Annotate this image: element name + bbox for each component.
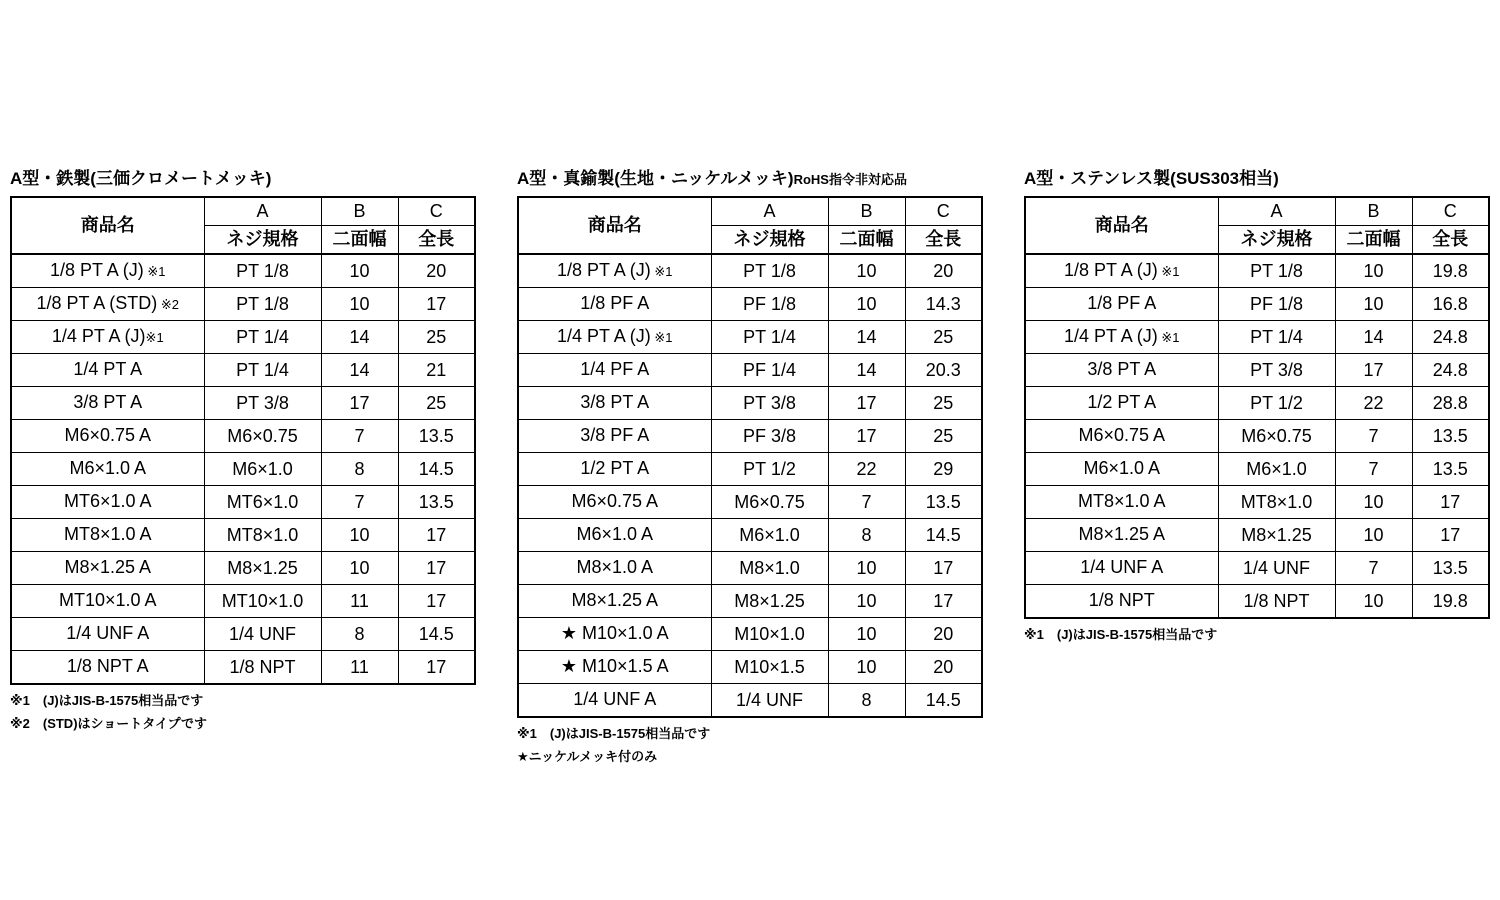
table-row xyxy=(1025,288,1489,321)
cell-product-name xyxy=(11,387,204,420)
header-c: C xyxy=(398,197,475,226)
cell-product-name xyxy=(518,519,711,552)
cell-total-length: 13.5 xyxy=(1412,552,1489,585)
cell-width-across-flats: 11 xyxy=(321,585,398,618)
footnotes xyxy=(1024,623,1490,646)
stainless-spec-block xyxy=(1024,168,1490,646)
cell-thread-spec: 1/4 UNF xyxy=(711,684,828,718)
cell-product-name xyxy=(518,486,711,519)
cell-product-name xyxy=(1025,552,1218,585)
table-row xyxy=(518,486,982,519)
footnote: ※1 (J)はJIS-B-1575相当品です xyxy=(1024,627,1218,642)
footnotes xyxy=(517,722,983,768)
cell-thread-spec: PF 1/4 xyxy=(711,354,828,387)
footnote-mark: ※1 xyxy=(1157,264,1180,279)
cell-total-length: 25 xyxy=(398,321,475,354)
cell-product-name xyxy=(1025,519,1218,552)
cell-product-name xyxy=(1025,486,1218,519)
cell-product-name xyxy=(1025,288,1218,321)
product-name: M8×1.25 A xyxy=(571,590,659,610)
cell-product-name xyxy=(1025,254,1218,288)
cell-width-across-flats: 10 xyxy=(828,585,905,618)
cell-total-length: 17 xyxy=(905,552,982,585)
cell-width-across-flats: 10 xyxy=(1335,585,1412,619)
table-title-text: A型・ステンレス製(SUS303相当) xyxy=(1024,169,1279,188)
cell-total-length: 14.5 xyxy=(398,453,475,486)
cell-thread-spec: 1/4 UNF xyxy=(204,618,321,651)
product-name: MT10×1.0 A xyxy=(58,590,157,610)
header-b: B xyxy=(1335,197,1412,226)
cell-thread-spec: PT 1/8 xyxy=(711,254,828,288)
table-row xyxy=(11,585,475,618)
footnote-mark: ※1 xyxy=(143,264,166,279)
header-b: B xyxy=(828,197,905,226)
cell-product-name xyxy=(518,453,711,486)
product-name: M6×0.75 A xyxy=(64,425,152,445)
cell-total-length: 14.3 xyxy=(905,288,982,321)
table-row xyxy=(11,387,475,420)
footnote-mark: ※1 xyxy=(1157,330,1180,345)
footnote-mark: ※1 xyxy=(145,330,164,345)
cell-product-name xyxy=(1025,387,1218,420)
header-total-length: 全長 xyxy=(1412,226,1489,255)
table-row xyxy=(11,420,475,453)
cell-total-length: 14.5 xyxy=(905,519,982,552)
table-row xyxy=(1025,519,1489,552)
cell-thread-spec: M6×1.0 xyxy=(711,519,828,552)
cell-width-across-flats: 10 xyxy=(828,288,905,321)
cell-total-length: 13.5 xyxy=(905,486,982,519)
cell-total-length: 13.5 xyxy=(1412,453,1489,486)
product-name: M8×1.25 A xyxy=(1078,524,1166,544)
table-row xyxy=(518,453,982,486)
cell-product-name xyxy=(11,321,204,354)
cell-product-name xyxy=(1025,354,1218,387)
header-c: C xyxy=(905,197,982,226)
product-name: 1/4 UNF A xyxy=(1080,557,1164,577)
spec-table xyxy=(10,196,476,685)
product-name: M6×1.0 A xyxy=(1083,458,1161,478)
table-title-suffix: RoHS指令非対応品 xyxy=(793,172,907,187)
cell-width-across-flats: 17 xyxy=(321,387,398,420)
table-title xyxy=(517,168,983,190)
cell-width-across-flats: 7 xyxy=(1335,420,1412,453)
cell-total-length: 14.5 xyxy=(398,618,475,651)
cell-product-name xyxy=(518,684,711,718)
table-row xyxy=(11,486,475,519)
footnote-mark: ※2 xyxy=(157,297,179,312)
product-name: M10×1.0 A xyxy=(582,623,669,643)
cell-thread-spec: PT 1/4 xyxy=(1218,321,1335,354)
product-name: 1/2 PT A xyxy=(580,458,650,478)
cell-total-length: 17 xyxy=(398,288,475,321)
cell-thread-spec: PT 1/2 xyxy=(711,453,828,486)
header-a: A xyxy=(1218,197,1335,226)
product-name: 3/8 PF A xyxy=(580,425,650,445)
cell-width-across-flats: 10 xyxy=(828,552,905,585)
cell-width-across-flats: 7 xyxy=(321,420,398,453)
cell-thread-spec: MT6×1.0 xyxy=(204,486,321,519)
iron-spec-block xyxy=(10,168,476,735)
cell-width-across-flats: 10 xyxy=(321,254,398,288)
table-row xyxy=(518,387,982,420)
cell-thread-spec: M6×0.75 xyxy=(204,420,321,453)
cell-total-length: 20.3 xyxy=(905,354,982,387)
cell-product-name xyxy=(518,354,711,387)
table-row xyxy=(518,519,982,552)
cell-product-name xyxy=(11,420,204,453)
cell-total-length: 25 xyxy=(905,387,982,420)
cell-thread-spec: PT 3/8 xyxy=(1218,354,1335,387)
header-width-across-flats: 二面幅 xyxy=(1335,226,1412,255)
header-product-name: 商品名 xyxy=(11,197,204,254)
cell-width-across-flats: 10 xyxy=(1335,486,1412,519)
table-row xyxy=(518,585,982,618)
product-name: 1/8 PT A (J) xyxy=(557,260,651,280)
table-row xyxy=(518,354,982,387)
cell-thread-spec: MT8×1.0 xyxy=(1218,486,1335,519)
product-name: 1/4 UNF A xyxy=(66,623,150,643)
header-b: B xyxy=(321,197,398,226)
cell-product-name xyxy=(11,486,204,519)
table-body xyxy=(518,254,982,717)
cell-product-name xyxy=(518,321,711,354)
table-row xyxy=(11,519,475,552)
product-name: M6×1.0 A xyxy=(69,458,147,478)
cell-total-length: 20 xyxy=(905,651,982,684)
cell-total-length: 17 xyxy=(1412,519,1489,552)
cell-thread-spec: M8×1.25 xyxy=(204,552,321,585)
product-name: 1/8 NPT A xyxy=(66,656,149,676)
cell-product-name xyxy=(11,288,204,321)
cell-thread-spec: M8×1.25 xyxy=(1218,519,1335,552)
cell-thread-spec: PT 1/2 xyxy=(1218,387,1335,420)
header-a: A xyxy=(711,197,828,226)
cell-thread-spec: 1/4 UNF xyxy=(1218,552,1335,585)
cell-total-length: 13.5 xyxy=(1412,420,1489,453)
cell-thread-spec: M6×1.0 xyxy=(1218,453,1335,486)
cell-product-name xyxy=(11,254,204,288)
cell-width-across-flats: 11 xyxy=(321,651,398,685)
header-total-length: 全長 xyxy=(905,226,982,255)
cell-width-across-flats: 10 xyxy=(1335,519,1412,552)
product-name: 1/2 PT A xyxy=(1087,392,1157,412)
cell-width-across-flats: 10 xyxy=(321,288,398,321)
cell-product-name xyxy=(1025,420,1218,453)
header-thread-spec: ネジ規格 xyxy=(1218,226,1335,255)
cell-product-name xyxy=(11,552,204,585)
cell-thread-spec: MT10×1.0 xyxy=(204,585,321,618)
cell-total-length: 17 xyxy=(398,519,475,552)
table-title-text: A型・真鍮製(生地・ニッケルメッキ) xyxy=(517,169,794,188)
product-name: 3/8 PT A xyxy=(1087,359,1157,379)
table-row xyxy=(11,552,475,585)
cell-thread-spec: M6×0.75 xyxy=(1218,420,1335,453)
table-row xyxy=(11,618,475,651)
cell-thread-spec: 1/8 NPT xyxy=(1218,585,1335,619)
cell-width-across-flats: 17 xyxy=(1335,354,1412,387)
table-row xyxy=(11,354,475,387)
table-body xyxy=(1025,254,1489,618)
table-row xyxy=(518,321,982,354)
cell-product-name xyxy=(1025,453,1218,486)
cell-thread-spec: PT 1/4 xyxy=(711,321,828,354)
cell-product-name xyxy=(11,618,204,651)
product-name: M6×0.75 A xyxy=(1078,425,1166,445)
cell-total-length: 25 xyxy=(398,387,475,420)
table-row xyxy=(1025,354,1489,387)
cell-product-name xyxy=(11,453,204,486)
header-width-across-flats: 二面幅 xyxy=(828,226,905,255)
cell-total-length: 19.8 xyxy=(1412,585,1489,619)
cell-width-across-flats: 8 xyxy=(321,618,398,651)
table-row xyxy=(11,254,475,288)
footnotes xyxy=(10,689,476,735)
header-thread-spec: ネジ規格 xyxy=(711,226,828,255)
header-c: C xyxy=(1412,197,1489,226)
footnote: ★ニッケルメッキ付のみ xyxy=(517,749,658,764)
table-row xyxy=(518,684,982,718)
star-mark: ★ xyxy=(560,623,583,643)
cell-thread-spec: PT 1/8 xyxy=(204,288,321,321)
cell-thread-spec: PT 1/8 xyxy=(204,254,321,288)
cell-total-length: 21 xyxy=(398,354,475,387)
cell-thread-spec: PT 1/8 xyxy=(1218,254,1335,288)
cell-total-length: 17 xyxy=(1412,486,1489,519)
product-name: 1/4 PT A (J) xyxy=(51,326,146,346)
brass-spec-block xyxy=(517,168,983,768)
cell-width-across-flats: 7 xyxy=(1335,552,1412,585)
cell-width-across-flats: 10 xyxy=(321,552,398,585)
product-name: 1/4 PT A xyxy=(73,359,143,379)
product-name: MT8×1.0 A xyxy=(1077,491,1166,511)
cell-total-length: 17 xyxy=(905,585,982,618)
header-product-name: 商品名 xyxy=(1025,197,1218,254)
table-row xyxy=(11,288,475,321)
cell-width-across-flats: 10 xyxy=(828,254,905,288)
footnote: ※1 (J)はJIS-B-1575相当品です xyxy=(10,693,204,708)
cell-width-across-flats: 10 xyxy=(828,651,905,684)
cell-product-name xyxy=(11,519,204,552)
cell-thread-spec: PT 3/8 xyxy=(711,387,828,420)
product-name: M6×0.75 A xyxy=(571,491,659,511)
table-title xyxy=(1024,168,1490,190)
cell-product-name xyxy=(11,585,204,618)
product-name: 3/8 PT A xyxy=(73,392,143,412)
star-mark: ★ xyxy=(560,656,583,676)
table-row xyxy=(1025,453,1489,486)
cell-thread-spec: MT8×1.0 xyxy=(204,519,321,552)
table-row xyxy=(11,651,475,685)
table-row xyxy=(1025,552,1489,585)
cell-width-across-flats: 14 xyxy=(321,321,398,354)
cell-thread-spec: M10×1.0 xyxy=(711,618,828,651)
product-name: 3/8 PT A xyxy=(580,392,650,412)
cell-total-length: 13.5 xyxy=(398,420,475,453)
product-name: M8×1.0 A xyxy=(576,557,654,577)
product-name: 1/8 PF A xyxy=(1087,293,1157,313)
product-name: 1/4 PF A xyxy=(580,359,650,379)
cell-thread-spec: 1/8 NPT xyxy=(204,651,321,685)
cell-width-across-flats: 10 xyxy=(321,519,398,552)
cell-total-length: 25 xyxy=(905,420,982,453)
product-name: M10×1.5 A xyxy=(582,656,669,676)
table-body xyxy=(11,254,475,684)
table-row xyxy=(518,552,982,585)
table-row xyxy=(1025,420,1489,453)
cell-total-length: 20 xyxy=(905,618,982,651)
cell-width-across-flats: 22 xyxy=(1335,387,1412,420)
footnote-mark: ※1 xyxy=(650,330,673,345)
cell-width-across-flats: 14 xyxy=(321,354,398,387)
cell-width-across-flats: 8 xyxy=(828,684,905,718)
table-row xyxy=(1025,585,1489,619)
product-name: 1/4 PT A (J) xyxy=(1064,326,1158,346)
table-title xyxy=(10,168,476,190)
product-name: 1/8 PT A (J) xyxy=(50,260,144,280)
table-row xyxy=(518,618,982,651)
table-title-text: A型・鉄製(三価クロメートメッキ) xyxy=(10,169,272,188)
cell-width-across-flats: 22 xyxy=(828,453,905,486)
cell-total-length: 14.5 xyxy=(905,684,982,718)
cell-product-name xyxy=(518,420,711,453)
product-name: 1/8 NPT xyxy=(1088,590,1155,610)
cell-width-across-flats: 17 xyxy=(828,387,905,420)
product-name: 1/4 PT A (J) xyxy=(557,326,651,346)
cell-width-across-flats: 14 xyxy=(1335,321,1412,354)
product-name: 1/8 PF A xyxy=(580,293,650,313)
cell-width-across-flats: 7 xyxy=(321,486,398,519)
header-width-across-flats: 二面幅 xyxy=(321,226,398,255)
product-name: M6×1.0 A xyxy=(576,524,654,544)
cell-total-length: 13.5 xyxy=(398,486,475,519)
cell-thread-spec: PF 3/8 xyxy=(711,420,828,453)
table-row xyxy=(1025,254,1489,288)
cell-product-name xyxy=(518,552,711,585)
header-a: A xyxy=(204,197,321,226)
cell-product-name xyxy=(11,651,204,685)
product-name: 1/8 PT A (J) xyxy=(1064,260,1158,280)
cell-width-across-flats: 7 xyxy=(1335,453,1412,486)
product-name: MT8×1.0 A xyxy=(63,524,152,544)
cell-total-length: 25 xyxy=(905,321,982,354)
cell-product-name xyxy=(518,254,711,288)
table-row xyxy=(1025,321,1489,354)
spec-table xyxy=(517,196,983,718)
cell-width-across-flats: 17 xyxy=(828,420,905,453)
cell-product-name xyxy=(518,618,711,651)
footnote: ※2 (STD)はショートタイプです xyxy=(10,716,208,731)
table-row xyxy=(1025,387,1489,420)
cell-product-name xyxy=(1025,585,1218,619)
cell-width-across-flats: 8 xyxy=(321,453,398,486)
cell-thread-spec: PF 1/8 xyxy=(1218,288,1335,321)
cell-thread-spec: M8×1.25 xyxy=(711,585,828,618)
cell-total-length: 24.8 xyxy=(1412,354,1489,387)
cell-total-length: 24.8 xyxy=(1412,321,1489,354)
cell-thread-spec: M10×1.5 xyxy=(711,651,828,684)
cell-thread-spec: PT 3/8 xyxy=(204,387,321,420)
cell-width-across-flats: 7 xyxy=(828,486,905,519)
cell-thread-spec: M8×1.0 xyxy=(711,552,828,585)
header-product-name: 商品名 xyxy=(518,197,711,254)
table-row xyxy=(11,321,475,354)
cell-thread-spec: PF 1/8 xyxy=(711,288,828,321)
table-row xyxy=(518,254,982,288)
cell-product-name xyxy=(1025,321,1218,354)
table-row xyxy=(518,420,982,453)
cell-product-name xyxy=(518,585,711,618)
cell-width-across-flats: 14 xyxy=(828,354,905,387)
cell-thread-spec: M6×0.75 xyxy=(711,486,828,519)
table-row xyxy=(518,288,982,321)
table-row xyxy=(11,453,475,486)
cell-total-length: 17 xyxy=(398,651,475,685)
cell-product-name xyxy=(11,354,204,387)
cell-product-name xyxy=(518,387,711,420)
cell-product-name xyxy=(518,288,711,321)
cell-total-length: 20 xyxy=(905,254,982,288)
header-total-length: 全長 xyxy=(398,226,475,255)
cell-width-across-flats: 8 xyxy=(828,519,905,552)
cell-total-length: 17 xyxy=(398,585,475,618)
cell-total-length: 19.8 xyxy=(1412,254,1489,288)
cell-thread-spec: M6×1.0 xyxy=(204,453,321,486)
product-name: 1/8 PT A (STD) xyxy=(36,293,158,313)
cell-total-length: 28.8 xyxy=(1412,387,1489,420)
cell-width-across-flats: 14 xyxy=(828,321,905,354)
cell-total-length: 29 xyxy=(905,453,982,486)
table-row xyxy=(518,651,982,684)
product-name: MT6×1.0 A xyxy=(63,491,152,511)
cell-width-across-flats: 10 xyxy=(1335,288,1412,321)
table-row xyxy=(1025,486,1489,519)
product-name: M8×1.25 A xyxy=(64,557,152,577)
footnote-mark: ※1 xyxy=(650,264,673,279)
cell-width-across-flats: 10 xyxy=(1335,254,1412,288)
cell-thread-spec: PT 1/4 xyxy=(204,354,321,387)
cell-total-length: 20 xyxy=(398,254,475,288)
spec-table xyxy=(1024,196,1490,619)
footnote: ※1 (J)はJIS-B-1575相当品です xyxy=(517,726,711,741)
header-thread-spec: ネジ規格 xyxy=(204,226,321,255)
product-name: 1/4 UNF A xyxy=(573,689,657,709)
cell-product-name xyxy=(518,651,711,684)
cell-total-length: 17 xyxy=(398,552,475,585)
cell-total-length: 16.8 xyxy=(1412,288,1489,321)
cell-thread-spec: PT 1/4 xyxy=(204,321,321,354)
cell-width-across-flats: 10 xyxy=(828,618,905,651)
